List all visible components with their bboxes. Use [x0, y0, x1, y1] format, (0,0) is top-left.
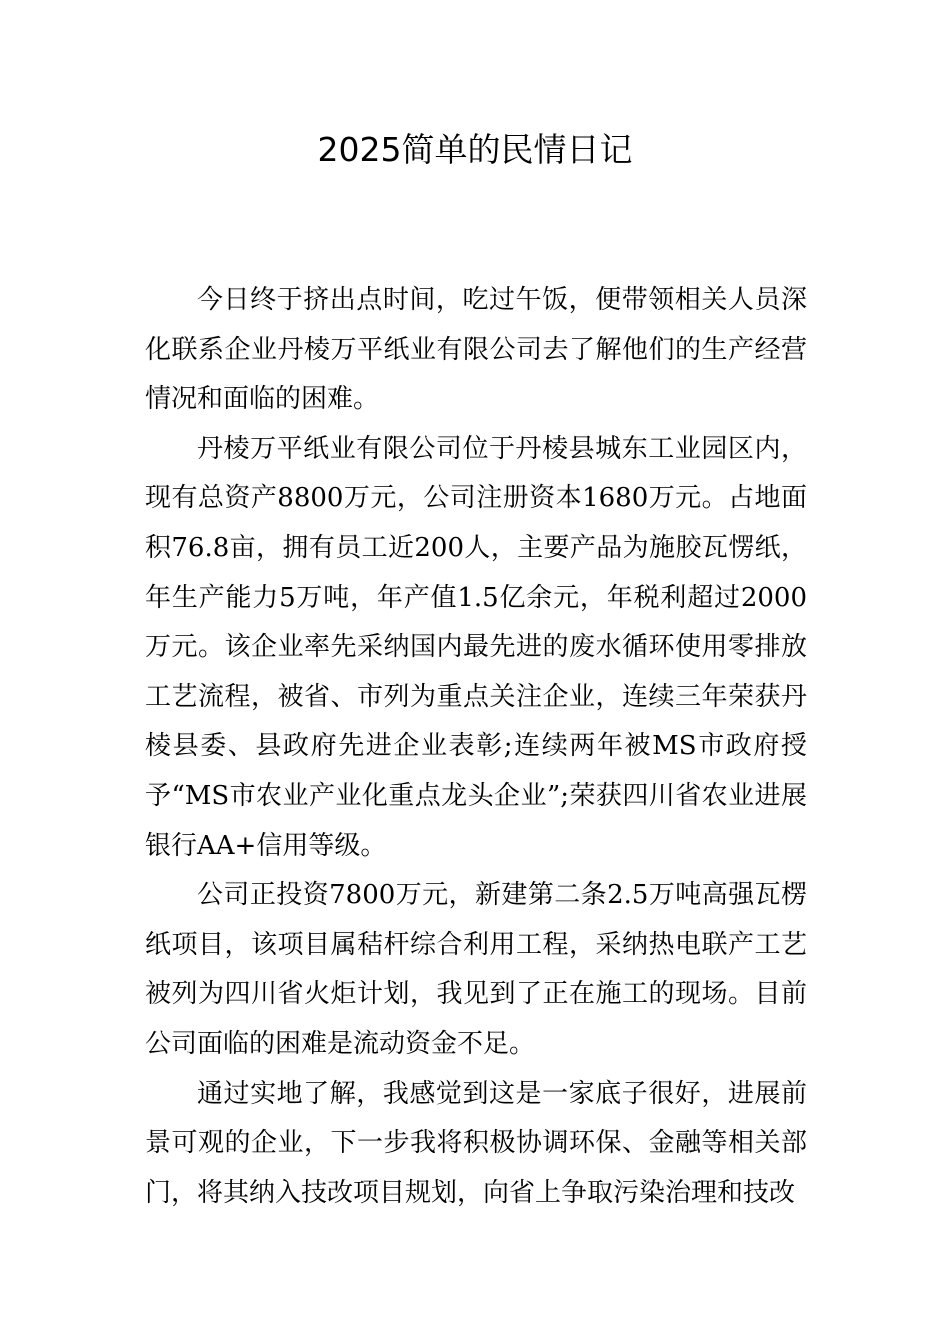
- document-body: [145, 276, 807, 1218]
- document-title: 2025简单的民情日记: [317, 130, 633, 169]
- paragraph-1: 今日终于挤出点时间，吃过午饭，便带领相关人员深化联系企业丹棱万平纸业有限公司去了解他们的生产经营情况和面临的困难。: [145, 285, 807, 415]
- paragraph-4: 通过实地了解，我感觉到这是一家底子很好，进展前景可观的企业，下一步我将积极协调环保、金融等相关部门，将其纳入技改项目规划，向省上争取污染治理和技改: [145, 1078, 807, 1208]
- paragraph-3: 公司正投资7800万元，新建第二条2.5万吨高强瓦楞纸项目，该项目属秸杆综合利用工程，采纳热电联产工艺被列为四川省火炬计划，我见到了正在施工的现场。目前公司面临的困难是流动资金不足。: [145, 880, 807, 1059]
- paragraph-2: 丹棱万平纸业有限公司位于丹棱县城东工业园区内，现有总资产8800万元，公司注册资本1680万元。占地面积76.8亩，拥有员工近200人，主要产品为施胶瓦愣纸，年生产能力5万吨，年产值1.5亿余元，年税利超过2000万元。该企业率先采纳国内最先进的废水循环使用零排放工艺流程，被省、市列为重点关注企业，连续三年荣获丹棱县委、县政府先进企业表彰;连续两年被MS市政府授予“MS市农业产业化重点龙头企业”;荣获四川省农业进展银行AA+信用等级。: [145, 433, 807, 861]
